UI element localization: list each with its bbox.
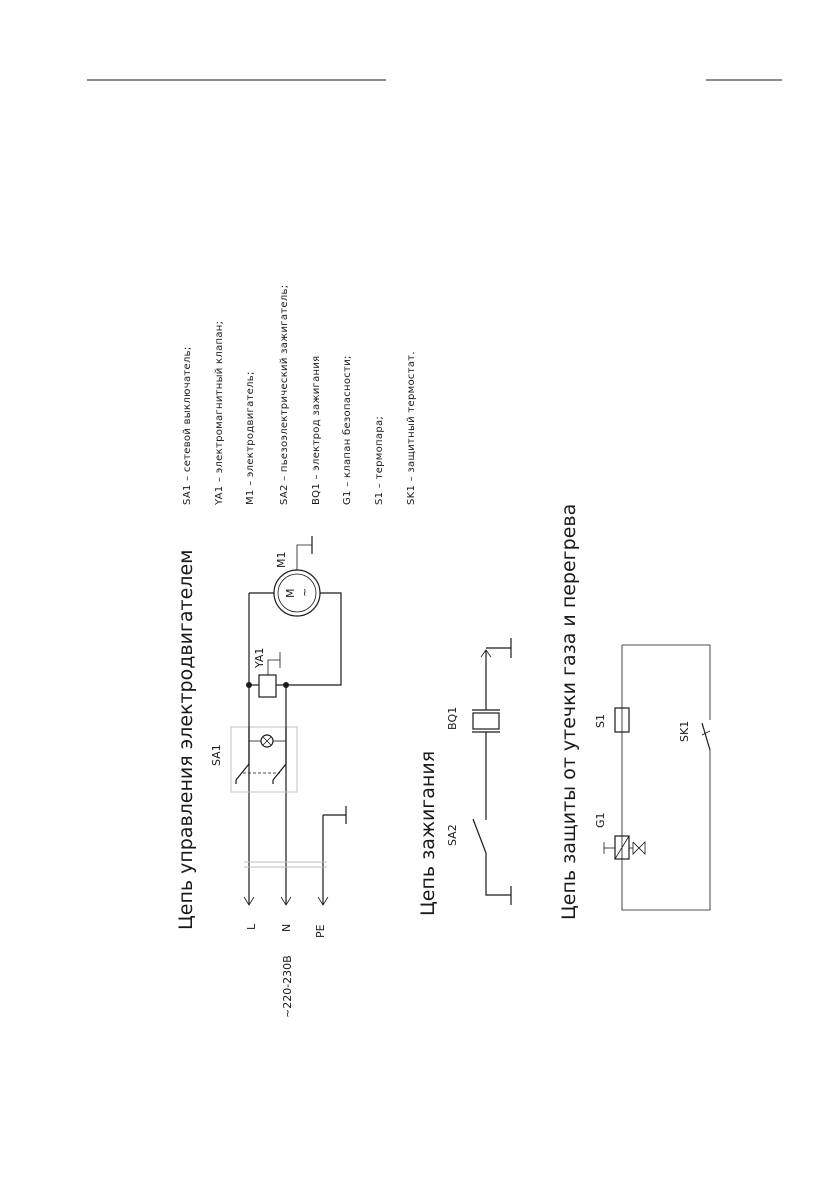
- legend-item: G1 – клапан безопасности;: [342, 355, 353, 505]
- sk1-gap: [706, 720, 714, 750]
- ignition-wire: [486, 853, 511, 895]
- sa1-blade-n: [273, 764, 286, 780]
- sa2-piezo-switch: [473, 819, 486, 853]
- supply-voltage-label: ~220-230В: [281, 955, 294, 1018]
- legend-item: YA1 – электромагнитный клапан;: [214, 320, 225, 505]
- bq1-label: BQ1: [446, 706, 459, 730]
- ignition-circuit: [472, 638, 511, 905]
- ya1-ground: [268, 660, 280, 675]
- m1-ground: [297, 545, 312, 570]
- protection-circuit: [604, 645, 714, 910]
- sa1-switch-housing: [231, 727, 297, 792]
- motor-m1-outer-icon: [274, 570, 320, 616]
- legend-item: SA1 – сетевой выключатель;: [182, 346, 193, 505]
- sa2-label: SA2: [446, 824, 459, 846]
- motor-ac-glyph: ~: [298, 587, 311, 597]
- sk1-label: SK1: [678, 720, 691, 742]
- legend-item: M1 – электродвигатель;: [245, 371, 256, 505]
- legend-item: SA2 – пьезоэлектрический зажигатель;: [279, 284, 290, 505]
- motor-circuit-title: Цепь управления электродвигателем: [175, 549, 197, 930]
- g1-label: G1: [594, 812, 607, 828]
- protection-loop: [622, 645, 710, 910]
- wire-motor-return: [286, 593, 341, 685]
- g1-valve-icon: [633, 842, 645, 854]
- legend-item: BQ1 – электрод зажигания: [311, 355, 322, 505]
- bq1-electrode-body: [473, 713, 499, 729]
- sa1-label: SA1: [210, 744, 223, 766]
- protection-circuit-title: Цепь защиты от утечки газа и перегрева: [558, 503, 580, 920]
- sa1-blade-l: [236, 764, 249, 780]
- ya1-solenoid-coil: [259, 675, 276, 697]
- ignition-circuit-title: Цепь зажигания: [417, 750, 439, 916]
- m1-label: M1: [275, 551, 288, 568]
- terminal-pe-label: PE: [314, 924, 327, 938]
- legend-item: S1 – термопара;: [374, 415, 385, 505]
- legend: [182, 285, 417, 506]
- legend-item: SK1 – защитный термостат.: [406, 351, 417, 505]
- motor-m-glyph: M: [284, 588, 297, 598]
- s1-label: S1: [594, 714, 607, 728]
- terminal-l-label: L: [245, 923, 258, 930]
- ya1-label: YA1: [253, 647, 266, 668]
- terminal-n-label: N: [280, 923, 293, 932]
